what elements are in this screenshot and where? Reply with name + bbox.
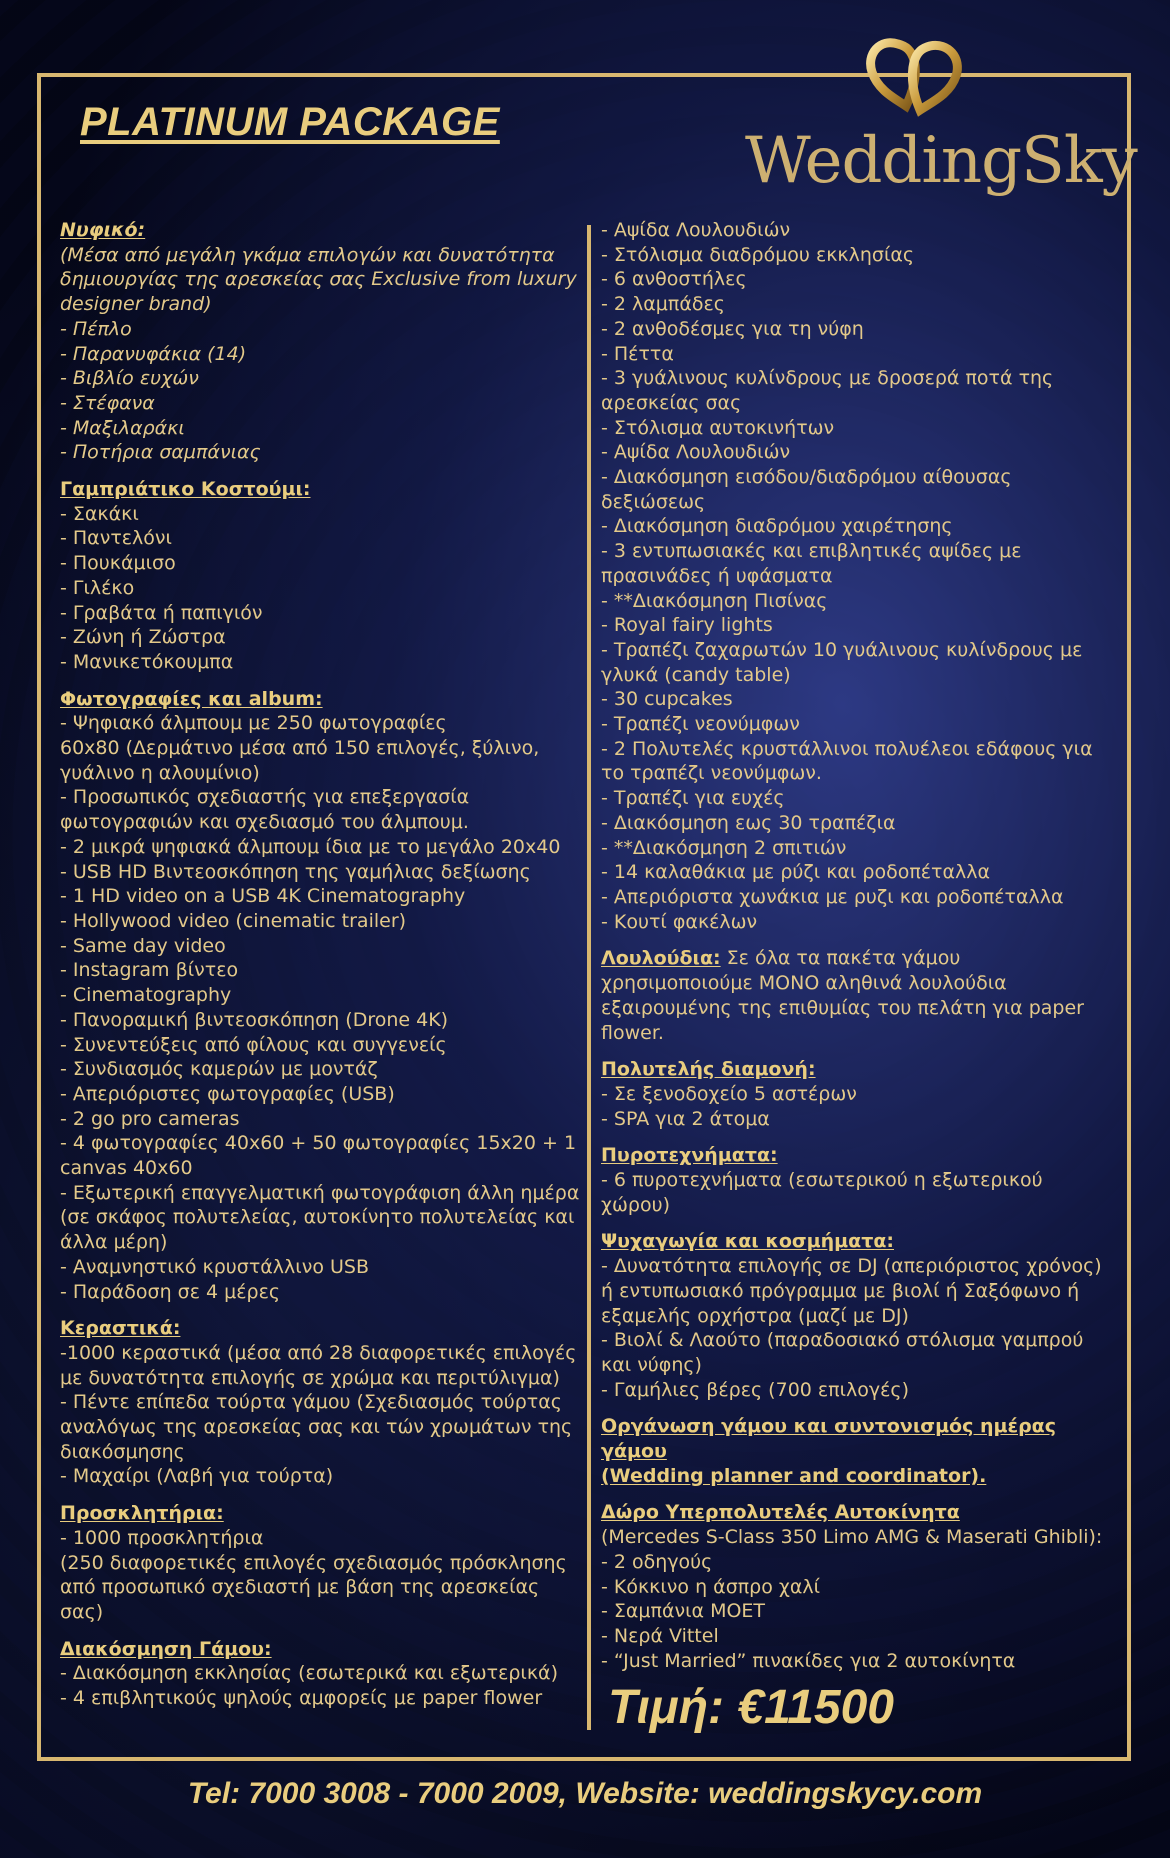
list-item: - 2 go pro cameras bbox=[60, 1107, 240, 1130]
section-heading: Δώρο Υπερπολυτελές Αυτοκίνητα bbox=[601, 1501, 960, 1524]
list-item: Σε όλα τα πακέτα γάμου bbox=[720, 947, 961, 970]
package-price: Τιμή: €11500 bbox=[608, 1681, 894, 1734]
left-column bbox=[60, 218, 585, 1723]
column-divider bbox=[587, 225, 591, 1730]
brand-name: WeddingSky bbox=[745, 124, 1137, 198]
list-item: - Σε ξενοδοχείο 5 αστέρων bbox=[601, 1082, 857, 1105]
list-item: - Τραπέζι ζαχαρωτών 10 γυάλινους κυλίνδρους με bbox=[601, 638, 1083, 661]
list-item: (Mercedes S-Class 350 Limo AMG & Maserati Ghibli): bbox=[601, 1526, 1103, 1549]
list-item: χώρου) bbox=[601, 1193, 670, 1216]
list-item: - Ποτήρια σαμπάνιας bbox=[60, 441, 261, 464]
list-item: - **Διακόσμηση Πισίνας bbox=[601, 589, 828, 612]
list-item: γυάλινο η αλουμίνιο) bbox=[60, 761, 260, 784]
list-item: φωτογραφιών και σχεδιασμό του άλμπουμ. bbox=[60, 811, 469, 834]
list-item: - 4 επιβλητικούς ψηλούς αμφορείς με paper flower bbox=[60, 1687, 543, 1710]
list-item: εξαιρουμένης της επιθυμίας του πελάτη για paper bbox=[601, 996, 1084, 1019]
section-photos bbox=[60, 687, 585, 1305]
list-item: - Cinematography bbox=[60, 984, 232, 1007]
list-item: - Γραβάτα ή παπιγιόν bbox=[60, 601, 263, 624]
wedding-rings-icon bbox=[860, 32, 970, 122]
list-item: - Τραπέζι για ευχές bbox=[601, 787, 785, 810]
section-heading: Πολυτελής διαμονή: bbox=[601, 1058, 816, 1081]
list-item: - 2 μικρά ψηφιακά άλμπουμ ίδια με το μεγάλο 20x40 bbox=[60, 835, 561, 858]
list-item: - Στόλισμα διαδρόμου εκκλησίας bbox=[601, 243, 915, 266]
list-item: - Γιλέκο bbox=[60, 576, 135, 599]
list-item: - Μαξιλαράκι bbox=[60, 416, 185, 439]
list-item: - Μανικετόκουμπα bbox=[60, 650, 234, 673]
list-item: - 2 οδηγούς bbox=[601, 1550, 713, 1573]
contact-footer: Tel: 7000 3008 - 7000 2009, Website: weddingskycy.com bbox=[187, 1777, 983, 1810]
list-item: - 1000 προσκλητήρια bbox=[60, 1526, 264, 1549]
section-heading: Προσκλητήρια: bbox=[60, 1502, 224, 1525]
section-heading: (Wedding planner and coordinator). bbox=[601, 1464, 987, 1487]
section-heading: Λουλούδια: bbox=[601, 947, 721, 970]
list-item: - Αψίδα Λουλουδιών bbox=[601, 219, 791, 241]
list-item: flower. bbox=[601, 1021, 664, 1044]
list-item: - Ψηφιακό άλμπουμ με 250 φωτογραφίες bbox=[60, 712, 447, 735]
list-item: δημιουργίας της αρεσκείας σας Exclusive from luxury bbox=[60, 268, 577, 291]
list-item: σας) bbox=[60, 1600, 104, 1623]
list-item: και νύφης) bbox=[601, 1353, 702, 1376]
section-heading: Ψυχαγωγία και κοσμήματα: bbox=[601, 1230, 894, 1253]
list-item: - Πέντε επίπεδα τούρτα γάμου (Σχεδιασμός τούρτας bbox=[60, 1391, 562, 1414]
list-item: δεξιώσεως bbox=[601, 490, 706, 513]
section-fireworks bbox=[601, 1143, 1121, 1217]
list-item: 60x80 (Δερμάτινο μέσα από 150 επιλογές, ξύλινο, bbox=[60, 737, 540, 760]
list-item: - 3 γυάλινους κυλίνδρους με δροσερά ποτά της bbox=[601, 367, 1054, 390]
list-item: - Same day video bbox=[60, 934, 226, 957]
section-heading: Οργάνωση γάμου και συντονισμός ημέρας γάμου bbox=[601, 1415, 1056, 1463]
list-item: με δυνατότητα επιλογής σε χρώμα και περιτύλιγμα) bbox=[60, 1366, 560, 1389]
list-item: - Παντελόνι bbox=[60, 527, 172, 550]
list-item: - Πανοραμική βιντεοσκόπηση (Drone 4K) bbox=[60, 1008, 449, 1031]
list-item: - Κουτί φακέλων bbox=[601, 910, 758, 933]
list-item: (σε σκάφος πολυτελείας, αυτοκίνητο πολυτελείας και bbox=[60, 1206, 575, 1229]
section-heading: Πυροτεχνήματα: bbox=[601, 1144, 778, 1167]
list-item: - Απεριόριστες φωτογραφίες (USB) bbox=[60, 1082, 395, 1105]
section-flowers bbox=[601, 946, 1121, 1045]
list-item: - 2 Πολυτελές κρυστάλλινοι πολυέλεοι εδάφους για bbox=[601, 737, 1093, 760]
list-item: - Παράδοση σε 4 μέρες bbox=[60, 1280, 280, 1303]
list-item: εξαμελής ορχήστρα (μαζί με DJ) bbox=[601, 1304, 909, 1327]
list-item: - 2 ανθοδέσμες για τη νύφη bbox=[601, 317, 864, 340]
list-item: - Εξωτερική επαγγελματική φωτογράφιση άλλη ημέρα bbox=[60, 1181, 580, 1204]
list-item: άλλα μέρη) bbox=[60, 1231, 168, 1254]
list-item: - Διακόσμηση διαδρόμου χαιρέτησης bbox=[601, 515, 953, 538]
section-decoration-continued bbox=[601, 218, 1121, 934]
list-item: - Instagram βίντεο bbox=[60, 959, 239, 982]
section-heading: Φωτογραφίες και album: bbox=[60, 687, 323, 710]
list-item: - 3 εντυπωσιακές και επιβλητικές αψίδες με bbox=[601, 540, 1022, 563]
list-item: γλυκά (candy table) bbox=[601, 663, 791, 686]
list-item: canvas 40x60 bbox=[60, 1157, 193, 1180]
list-item: - Διακόσμηση εισόδου/διαδρόμου αίθουσας bbox=[601, 466, 1012, 489]
list-item: - Νερά Vittel bbox=[601, 1624, 719, 1647]
list-item: - Τραπέζι νεονύμφων bbox=[601, 713, 800, 736]
section-heading: Γαμπριάτικο Κοστούμι: bbox=[60, 478, 311, 501]
list-item: - Δυνατότητα επιλογής σε DJ (απεριόριστος χρόνος) bbox=[601, 1255, 1102, 1278]
section-cars bbox=[601, 1500, 1121, 1673]
list-item: - 14 καλαθάκια με ρύζι και ροδοπέταλλα bbox=[601, 861, 991, 884]
section-decoration bbox=[60, 1637, 585, 1711]
list-item: - 2 λαμπάδες bbox=[601, 293, 725, 316]
list-item: διακόσμησης bbox=[60, 1440, 185, 1463]
list-item: - SPA για 2 άτομα bbox=[601, 1107, 770, 1130]
package-title: PLATINUM PACKAGE bbox=[80, 100, 500, 144]
list-item: - Βιολί & Λαούτο (παραδοσιακό στόλισμα γαμπρού bbox=[601, 1329, 1084, 1352]
list-item: - Συνεντεύξεις από φίλους και συγγενείς bbox=[60, 1033, 447, 1056]
list-item: ή εντυπωσιακό πρόγραμμα με βιολί ή Σαξόφωνο ή bbox=[601, 1279, 1080, 1302]
list-item: - Κόκκινο η άσπρο χαλί bbox=[601, 1575, 821, 1598]
list-item: - Διακόσμηση εκκλησίας (εσωτερικά και εξωτερικά) bbox=[60, 1662, 558, 1685]
list-item: το τραπέζι νεονύμφων. bbox=[601, 762, 822, 785]
list-item: - Στόλισμα αυτοκινήτων bbox=[601, 416, 835, 439]
section-groom bbox=[60, 477, 585, 675]
list-item: - Συνδιασμός καμερών με μοντάζ bbox=[60, 1058, 378, 1081]
list-item: - 1 HD video on a USB 4K Cinematography bbox=[60, 885, 466, 908]
list-item: - Πουκάμισο bbox=[60, 552, 176, 575]
brand-logo bbox=[740, 32, 1137, 202]
section-entertainment bbox=[601, 1229, 1121, 1402]
list-item: - Προσωπικός σχεδιαστής για επεξεργασία bbox=[60, 786, 470, 809]
section-heading: Νυφικό: bbox=[60, 219, 146, 241]
right-column bbox=[601, 218, 1121, 1685]
section-invitations bbox=[60, 1501, 585, 1625]
list-item: - 6 ανθοστήλες bbox=[601, 268, 747, 291]
list-item: χρησιμοποιούμε ΜΟΝΟ αληθινά λουλούδια bbox=[601, 972, 1007, 995]
list-item: - 6 πυροτεχνήματα (εσωτερικού η εξωτερικού bbox=[601, 1169, 1043, 1192]
list-item: - **Διακόσμηση 2 σπιτιών bbox=[601, 836, 847, 859]
list-item: - Ζώνη ή Ζώστρα bbox=[60, 626, 226, 649]
list-item: - Αψίδα Λουλουδιών bbox=[601, 441, 791, 464]
list-item: - “Just Married” πινακίδες για 2 αυτοκίνητα bbox=[601, 1649, 1016, 1672]
list-item: - Στέφανα bbox=[60, 391, 155, 414]
list-item: - Πέπλο bbox=[60, 317, 132, 340]
list-item: - Σαμπάνια MOET bbox=[601, 1600, 766, 1623]
list-item: - Απεριόριστα χωνάκια με ρυζι και ροδοπέταλλα bbox=[601, 885, 1064, 908]
section-accommodation bbox=[601, 1057, 1121, 1131]
list-item: - Hollywood video (cinematic trailer) bbox=[60, 909, 407, 932]
list-item: (250 διαφορετικές επιλογές σχεδιασμός πρόσκλησης bbox=[60, 1551, 567, 1574]
list-item: - USB HD Βιντεοσκόπηση της γαμήλιας δεξίωσης bbox=[60, 860, 531, 883]
list-item: - Γαμήλιες βέρες (700 επιλογές) bbox=[601, 1378, 909, 1401]
list-item: από προσωπικό σχεδιαστή με βάση της αρεσκείας bbox=[60, 1576, 540, 1599]
list-item: - 30 cupcakes bbox=[601, 688, 733, 711]
list-item: -1000 κεραστικά (μέσα από 28 διαφορετικές επιλογές bbox=[60, 1341, 577, 1364]
list-item: - Αναμνηστικό κρυστάλλινο USB bbox=[60, 1255, 370, 1278]
list-item: - Βιβλίο ευχών bbox=[60, 367, 199, 390]
list-item: - 4 φωτογραφίες 40x60 + 50 φωτογραφίες 15x20 + 1 bbox=[60, 1132, 577, 1155]
list-item: - Μαχαίρι (Λαβή για τούρτα) bbox=[60, 1465, 334, 1488]
section-heading: Διακόσμηση Γάμου: bbox=[60, 1637, 272, 1660]
section-heading: Κεραστικά: bbox=[60, 1317, 181, 1340]
list-item: (Μέσα από μεγάλη γκάμα επιλογών και δυνατότητα bbox=[60, 243, 555, 266]
section-favors bbox=[60, 1316, 585, 1489]
section-planner bbox=[601, 1414, 1121, 1488]
list-item: - Παρανυφάκια (14) bbox=[60, 342, 247, 365]
list-item: designer brand) bbox=[60, 293, 212, 316]
list-item: αρεσκείας σας bbox=[601, 391, 742, 414]
list-item: - Πέττα bbox=[601, 342, 674, 365]
list-item: αναλόγως της αρεσκείας σας και τών χρωμάτων της bbox=[60, 1416, 573, 1439]
section-bridal bbox=[60, 218, 585, 465]
list-item: πρασινάδες ή υφάσματα bbox=[601, 564, 833, 587]
list-item: - Διακόσμηση εως 30 τραπέζια bbox=[601, 811, 896, 834]
list-item: - Σακάκι bbox=[60, 502, 139, 525]
list-item: - Royal fairy lights bbox=[601, 614, 773, 637]
